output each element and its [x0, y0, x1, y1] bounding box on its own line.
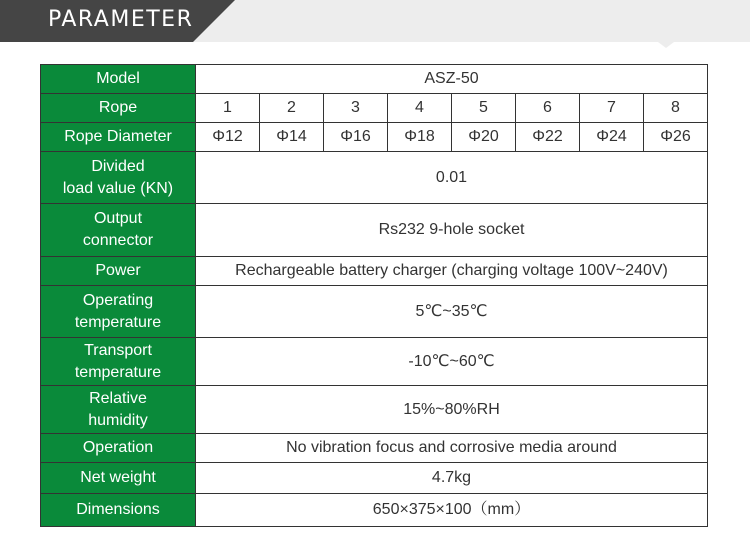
value-operation: No vibration focus and corrosive media around: [196, 434, 708, 463]
value-transport-temperature: -10℃~60℃: [196, 338, 708, 386]
diameter-cell: Φ20: [452, 123, 516, 152]
row-operation: [41, 434, 708, 463]
row-output-connector: [41, 204, 708, 257]
header-notch: [658, 42, 674, 48]
value-model: ASZ-50: [196, 65, 708, 94]
label-line: temperature: [74, 313, 162, 331]
label-rope-diameter: Rope Diameter: [41, 123, 196, 152]
page-title: PARAMETER: [48, 7, 194, 32]
row-divided-load: [41, 152, 708, 204]
label-relative-humidity: [41, 386, 196, 434]
rope-cell: 2: [260, 94, 324, 123]
label-net-weight: Net weight: [41, 463, 196, 494]
row-dimensions: [41, 494, 708, 527]
value-output-connector: Rs232 9-hole socket: [196, 204, 708, 257]
label-line: Relative: [89, 389, 147, 407]
row-net-weight: [41, 463, 708, 494]
rope-cell: 3: [324, 94, 388, 123]
diameter-cell: Φ14: [260, 123, 324, 152]
label-line: Divided: [91, 157, 145, 175]
diameter-cell: Φ16: [324, 123, 388, 152]
row-operating-temperature: [41, 286, 708, 338]
label-line: Transport: [84, 341, 152, 359]
rope-cell: 5: [452, 94, 516, 123]
diameter-cell: Φ18: [388, 123, 452, 152]
label-transport-temperature: [41, 338, 196, 386]
row-rope-diameter: [41, 123, 708, 152]
label-operation: Operation: [41, 434, 196, 463]
label-line: temperature: [74, 363, 162, 381]
label-line: load value (KN): [62, 179, 174, 197]
value-divided-load: 0.01: [196, 152, 708, 204]
rope-cell: 8: [644, 94, 708, 123]
diameter-cell: Φ12: [196, 123, 260, 152]
label-rope: Rope: [41, 94, 196, 123]
rope-cell: 7: [580, 94, 644, 123]
label-output-connector: [41, 204, 196, 257]
parameter-table: [40, 64, 708, 527]
label-line: humidity: [88, 411, 148, 429]
label-line: Operating: [82, 291, 154, 309]
diameter-cell: Φ24: [580, 123, 644, 152]
label-line: Output: [93, 210, 143, 227]
value-relative-humidity: 15%~80%RH: [196, 386, 708, 434]
label-line: connector: [82, 232, 154, 249]
label-power: Power: [41, 257, 196, 286]
value-power: Rechargeable battery charger (charging voltage 100V~240V): [196, 257, 708, 286]
value-net-weight: 4.7kg: [196, 463, 708, 494]
rope-cell: 6: [516, 94, 580, 123]
label-dimensions: Dimensions: [41, 494, 196, 527]
label-divided-load: [41, 152, 196, 204]
rope-cell: 4: [388, 94, 452, 123]
diameter-cell: Φ22: [516, 123, 580, 152]
value-dimensions: 650×375×100（mm）: [196, 494, 708, 527]
label-model: Model: [41, 65, 196, 94]
diameter-cell: Φ26: [644, 123, 708, 152]
row-transport-temperature: [41, 338, 708, 386]
row-rope: [41, 94, 708, 123]
rope-cell: 1: [196, 94, 260, 123]
row-model: [41, 65, 708, 94]
row-power: [41, 257, 708, 286]
label-operating-temperature: [41, 286, 196, 338]
row-relative-humidity: [41, 386, 708, 434]
value-operating-temperature: 5℃~35℃: [196, 286, 708, 338]
